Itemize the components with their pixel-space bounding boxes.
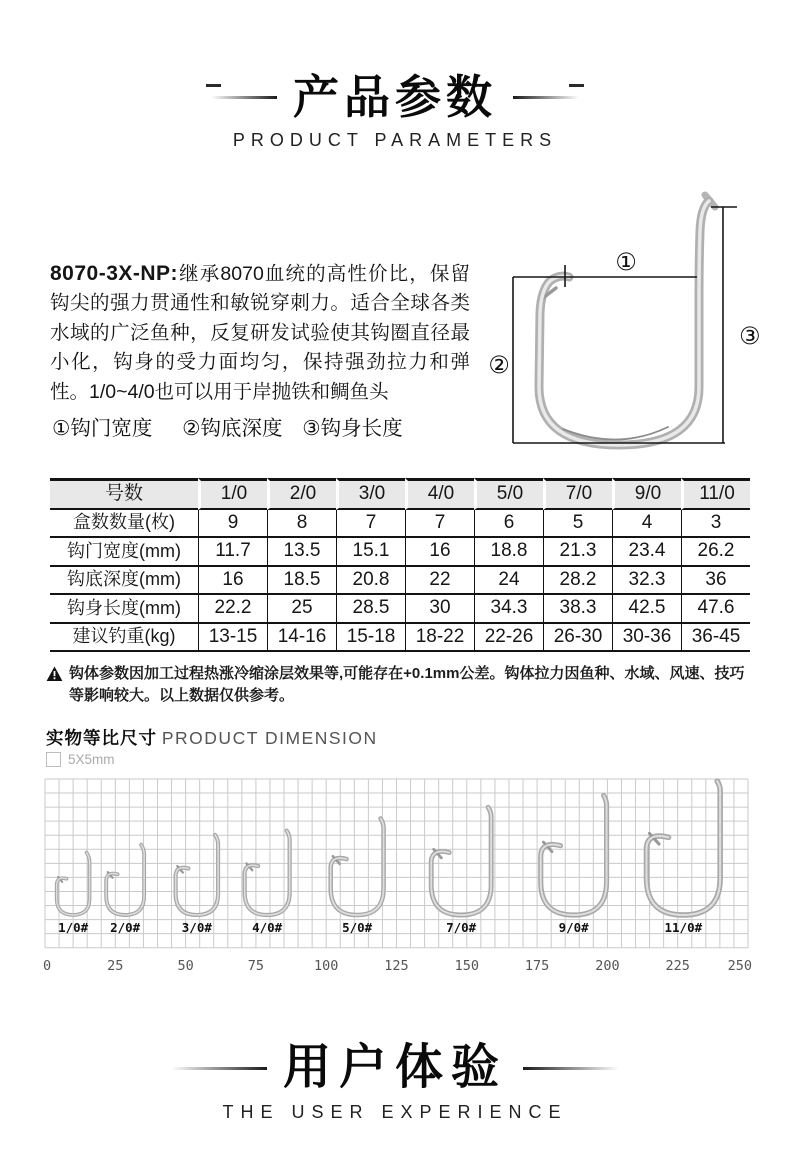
spec-col-header: 2/0 bbox=[267, 478, 336, 510]
spec-col-header: 9/0 bbox=[612, 478, 681, 510]
spec-cell: 7 bbox=[405, 510, 474, 539]
parameters-header bbox=[0, 72, 790, 151]
spec-cell: 18.5 bbox=[267, 567, 336, 596]
spec-cell: 22.2 bbox=[198, 595, 267, 624]
experience-header bbox=[0, 1042, 790, 1123]
spec-col-header: 1/0 bbox=[198, 478, 267, 510]
spec-cell: 24 bbox=[474, 567, 543, 596]
hooks bbox=[57, 781, 721, 935]
hook-size-label: 5/0# bbox=[342, 920, 373, 935]
spec-cell: 15-18 bbox=[336, 624, 405, 653]
ruler-tick-label: 150 bbox=[454, 958, 479, 974]
spec-cell: 34.3 bbox=[474, 595, 543, 624]
footer-title: 用户体验 bbox=[282, 1041, 507, 1094]
spec-cell: 26-30 bbox=[543, 624, 612, 653]
hook-shape-icon bbox=[541, 795, 607, 915]
spec-cell: 20.8 bbox=[336, 567, 405, 596]
hook-shape-icon bbox=[539, 195, 715, 445]
spec-cell: 28.5 bbox=[336, 595, 405, 624]
page-title: 产品参数 bbox=[293, 71, 497, 123]
size-comparison-figure bbox=[43, 777, 753, 977]
spec-col-header: 号数 bbox=[50, 478, 198, 510]
product-description-text: 继承8070血统的高性价比，保留钩尖的强力贯通性和敏锐穿刺力。适合全球各类水域的广泛鱼种，反复研发试验使其钩圈直径最小化，钩身的受力面均匀，保持强劲拉力和弹性。1/0~4/0也可以用于岸抛铁和鲷鱼头 bbox=[50, 262, 470, 403]
spec-cell: 36-45 bbox=[681, 624, 750, 653]
hook-size-label: 3/0# bbox=[181, 920, 212, 935]
legend-item-shank: ③钩身长度 bbox=[302, 417, 403, 440]
table-row bbox=[50, 624, 750, 653]
page-subtitle: PRODUCT PARAMETERS bbox=[232, 129, 558, 150]
table-row bbox=[50, 510, 750, 539]
header-rule-left bbox=[211, 96, 277, 99]
spec-cell: 22 bbox=[405, 567, 474, 596]
ruler-tick-label: 100 bbox=[314, 958, 339, 974]
spec-col-header: 11/0 bbox=[681, 478, 750, 510]
hook-size-label: 7/0# bbox=[446, 920, 477, 935]
table-row bbox=[50, 567, 750, 596]
ruler-tick-label: 225 bbox=[665, 958, 690, 974]
dim-label-1: ① bbox=[615, 248, 637, 276]
scale-note-label: 5X5mm bbox=[68, 752, 115, 767]
legend-item-gap: ①钩门宽度 bbox=[52, 417, 153, 440]
spec-cell: 18.8 bbox=[474, 538, 543, 567]
hook-shape-icon bbox=[245, 831, 290, 915]
spec-table bbox=[50, 478, 750, 652]
spec-col-header: 3/0 bbox=[336, 478, 405, 510]
spec-cell: 42.5 bbox=[612, 595, 681, 624]
spec-col-header: 7/0 bbox=[543, 478, 612, 510]
footer-rule-right bbox=[523, 1067, 619, 1070]
spec-cell: 30-36 bbox=[612, 624, 681, 653]
ruler-tick-label: 200 bbox=[595, 958, 620, 974]
dim-label-2: ② bbox=[488, 351, 510, 379]
spec-row-label: 钩身长度(mm) bbox=[50, 595, 198, 624]
spec-cell: 15.1 bbox=[336, 538, 405, 567]
spec-col-header: 5/0 bbox=[474, 478, 543, 510]
spec-cell: 11.7 bbox=[198, 538, 267, 567]
spec-cell: 9 bbox=[198, 510, 267, 539]
ruler-tick-label: 125 bbox=[384, 958, 409, 974]
hook-size-label: 1/0# bbox=[58, 920, 89, 935]
legend-item-depth: ②钩底深度 bbox=[182, 417, 283, 440]
decor-tick-icon bbox=[206, 84, 221, 87]
spec-cell: 25 bbox=[267, 595, 336, 624]
dimension-heading-zh: 实物等比尺寸 bbox=[46, 728, 157, 748]
ruler bbox=[43, 958, 752, 974]
spec-row-label: 盒数数量(枚) bbox=[50, 510, 198, 539]
dim-label-3: ③ bbox=[739, 322, 761, 350]
ruler-tick-label: 250 bbox=[727, 958, 752, 974]
spec-col-header: 4/0 bbox=[405, 478, 474, 510]
spec-header-row bbox=[50, 478, 750, 510]
spec-cell: 23.4 bbox=[612, 538, 681, 567]
hook-shape-icon bbox=[331, 819, 384, 915]
hook-size-label: 9/0# bbox=[558, 920, 589, 935]
spec-cell: 5 bbox=[543, 510, 612, 539]
hook-measurement-diagram bbox=[478, 191, 790, 469]
tolerance-warning bbox=[46, 663, 758, 707]
header-rule-right bbox=[513, 96, 579, 99]
hook-size-label: 4/0# bbox=[252, 920, 283, 935]
spec-cell: 8 bbox=[267, 510, 336, 539]
ruler-tick-label: 0 bbox=[43, 958, 52, 974]
hook-size-label: 2/0# bbox=[110, 920, 141, 935]
spec-row-label: 钩门宽度(mm) bbox=[50, 538, 198, 567]
spec-row-label: 钩底深度(mm) bbox=[50, 567, 198, 596]
spec-cell: 21.3 bbox=[543, 538, 612, 567]
spec-cell: 3 bbox=[681, 510, 750, 539]
footer-rule-left bbox=[171, 1067, 267, 1070]
spec-cell: 14-16 bbox=[267, 624, 336, 653]
footer-subtitle: THE USER EXPERIENCE bbox=[222, 1101, 568, 1122]
dimension-section-heading bbox=[46, 725, 378, 750]
spec-cell: 26.2 bbox=[681, 538, 750, 567]
spec-cell: 18-22 bbox=[405, 624, 474, 653]
spec-cell: 38.3 bbox=[543, 595, 612, 624]
product-description bbox=[50, 259, 470, 408]
scale-swatch-icon bbox=[46, 752, 61, 767]
spec-cell: 22-26 bbox=[474, 624, 543, 653]
spec-cell: 4 bbox=[612, 510, 681, 539]
warning-icon bbox=[46, 666, 63, 682]
spec-cell: 47.6 bbox=[681, 595, 750, 624]
hook-shape-icon bbox=[431, 807, 491, 915]
ruler-tick-label: 50 bbox=[177, 958, 194, 974]
spec-cell: 36 bbox=[681, 567, 750, 596]
spec-cell: 13.5 bbox=[267, 538, 336, 567]
hook-shape-icon bbox=[646, 781, 720, 915]
dimension-legend bbox=[52, 411, 403, 441]
warning-text: 钩体参数因加工过程热涨冷缩涂层效果等,可能存在+0.1mm公差。钩体拉力因鱼种、水域、风速、技巧等影响较大。以上数据仅供参考。 bbox=[69, 665, 745, 704]
ruler-tick-label: 75 bbox=[247, 958, 265, 974]
scale-note bbox=[46, 752, 115, 767]
spec-row-label: 建议钓重(kg) bbox=[50, 624, 198, 653]
table-row bbox=[50, 538, 750, 567]
hook-shape-icon bbox=[106, 845, 144, 915]
ruler-tick-label: 175 bbox=[524, 958, 550, 974]
spec-cell: 6 bbox=[474, 510, 543, 539]
hook-shape-icon bbox=[176, 835, 219, 915]
spec-cell: 28.2 bbox=[543, 567, 612, 596]
decor-tick-icon bbox=[569, 84, 584, 87]
table-row bbox=[50, 595, 750, 624]
spec-cell: 30 bbox=[405, 595, 474, 624]
hook-size-label: 11/0# bbox=[664, 920, 703, 935]
dimension-heading-en: PRODUCT DIMENSION bbox=[161, 728, 378, 748]
product-model: 8070-3X-NP: bbox=[50, 261, 179, 285]
spec-cell: 16 bbox=[405, 538, 474, 567]
spec-cell: 32.3 bbox=[612, 567, 681, 596]
spec-cell: 16 bbox=[198, 567, 267, 596]
spec-cell: 7 bbox=[336, 510, 405, 539]
scale-grid bbox=[45, 779, 748, 948]
spec-cell: 13-15 bbox=[198, 624, 267, 653]
ruler-tick-label: 25 bbox=[107, 958, 124, 974]
